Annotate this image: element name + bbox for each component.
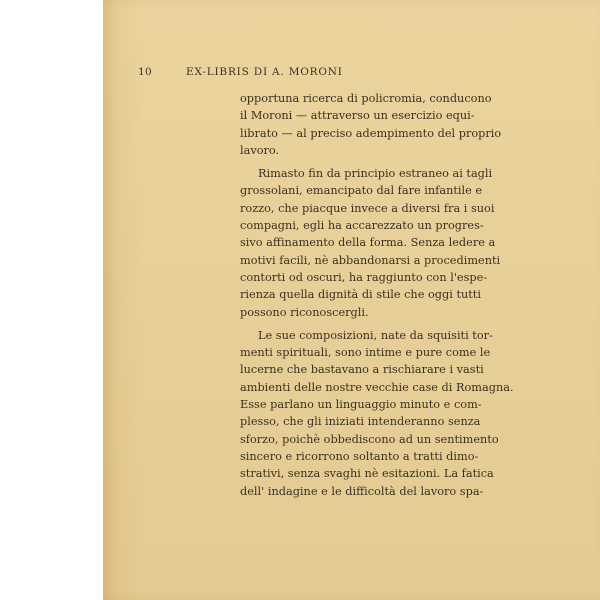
text-line: rozzo, che piacque invece a diversi fra i suoi	[240, 201, 495, 215]
text-line: opportuna ricerca di policromia, conducono	[240, 92, 492, 105]
text-line: dell' indagine e le difficoltà del lavoro spa-	[240, 484, 484, 498]
text-line: lavoro.	[240, 143, 280, 157]
text-line: grossolani, emancipato dal fare infantile e	[240, 184, 483, 198]
text-line: motivi facili, nè abbandonarsi a procedimenti	[240, 253, 501, 267]
text-line: Rimasto fin da principio estraneo ai tagli	[258, 167, 493, 181]
text-line: rienza quella dignità di stile che oggi tutti	[240, 288, 481, 302]
text-line: plesso, che gli iniziati intenderanno senza	[240, 415, 481, 429]
page-header	[138, 66, 460, 82]
text-line: Le sue composizioni, nate da squisiti tor-	[258, 328, 493, 342]
body-text	[240, 90, 514, 500]
text-line: librato — al preciso adempimento del proprio	[240, 126, 502, 140]
text-line: possono riconoscergli.	[240, 305, 369, 319]
running-head: EX-LIBRIS DI A. MORONI	[186, 66, 343, 78]
text-line: strativi, senza svaghi nè esitazioni. La fatica	[240, 467, 494, 481]
text-line: sivo affinamento della forma. Senza ledere a	[240, 236, 496, 250]
text-line: menti spirituali, sono intime e pure come le	[240, 346, 491, 360]
text-line: il Moroni — attraverso un esercizio equi-	[240, 109, 475, 123]
page-number: 10	[138, 66, 152, 78]
paragraph	[240, 165, 501, 321]
text-line: sincero e ricorrono soltanto a tratti dimo-	[240, 449, 479, 463]
text-line: compagni, egli ha accarezzato un progres-	[240, 219, 484, 233]
text-line: lucerne che bastavano a rischiarare i vasti	[240, 363, 484, 377]
text-line: contorti od oscuri, ha raggiunto con l'espe-	[240, 270, 488, 284]
text-line: ambienti delle nostre vecchie case di Romagna.	[240, 380, 514, 394]
paragraph	[240, 327, 514, 500]
text-line: Esse parlano un linguaggio minuto e com-	[240, 398, 482, 412]
paragraph	[240, 90, 502, 159]
text-line: sforzo, poichè obbediscono ad un sentimento	[240, 432, 499, 446]
